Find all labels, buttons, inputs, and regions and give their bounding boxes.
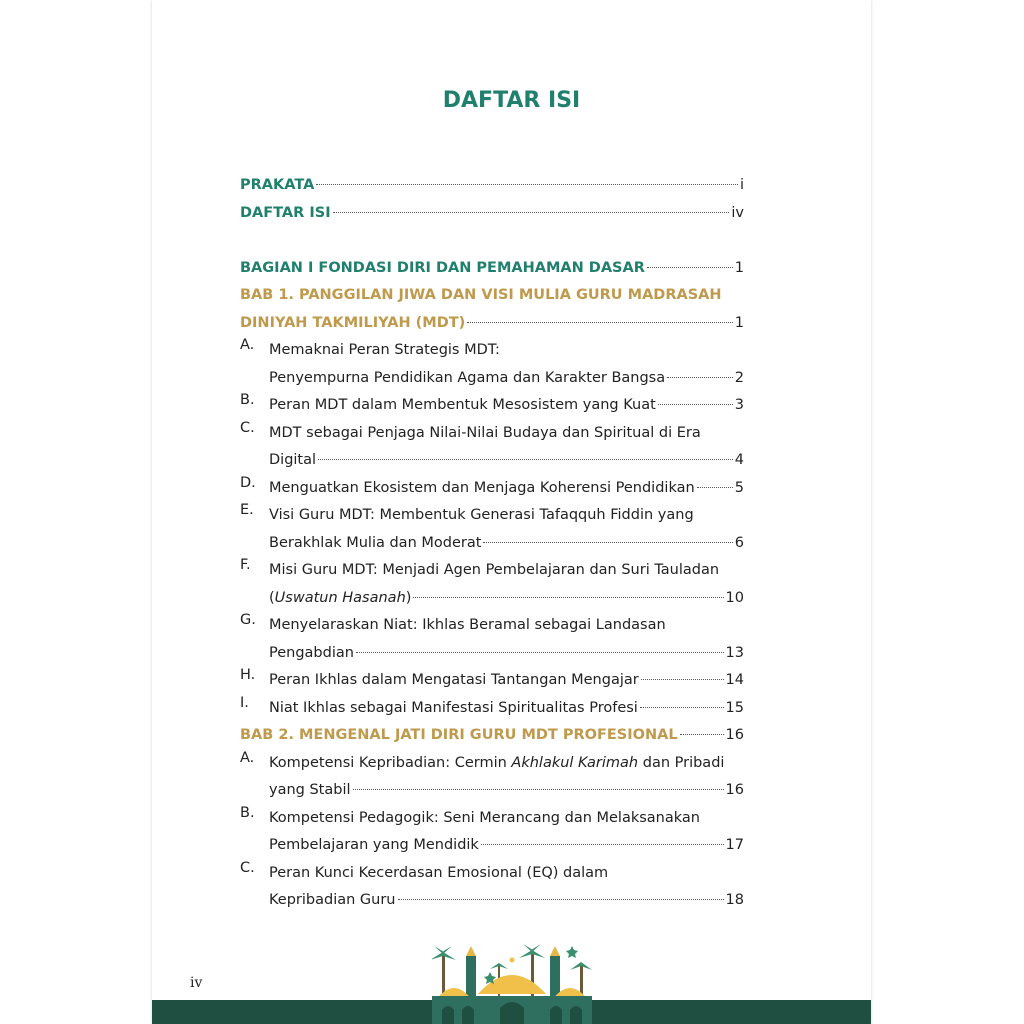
dot-leader	[316, 184, 738, 185]
toc-entry-bab1-h[interactable]: H. Peran Ikhlas dalam Mengatasi Tantangan Mengajar 14	[240, 667, 744, 688]
toc-entry-bab1-c[interactable]: C. MDT sebagai Penjaga Nilai-Nilai Budaya dan Spiritual di Era Digital 4	[240, 419, 744, 468]
toc-entry-bab2-b[interactable]: B. Kompetensi Pedagogik: Seni Merancang dan Melaksanakan Pembelajaran yang Mendidik 17	[240, 804, 744, 853]
page-number: iv	[190, 975, 203, 991]
toc-entry-bab1-i[interactable]: I. Niat Ikhlas sebagai Manifestasi Spiritualitas Profesi 15	[240, 694, 744, 716]
dot-leader	[356, 652, 724, 653]
toc-entry-bagian-1[interactable]: BAGIAN I FONDASI DIRI DAN PEMAHAMAN DASAR 1	[240, 259, 744, 276]
toc-entry-bab-1[interactable]: BAB 1. PANGGILAN JIWA DAN VISI MULIA GURU MADRASAH DINIYAH TAKMILIYAH (MDT) 1	[240, 287, 744, 331]
toc-entry-bab1-f[interactable]: F. Misi Guru MDT: Menjadi Agen Pembelajaran dan Suri Tauladan (Uswatun Hasanah) 10	[240, 557, 744, 606]
dot-leader	[333, 212, 730, 213]
dot-leader	[647, 267, 733, 268]
toc-entry-prakata[interactable]: PRAKATA i	[240, 177, 744, 193]
dot-leader	[640, 707, 724, 708]
dome-icon	[436, 958, 588, 1001]
toc-entry-bab1-e[interactable]: E. Visi Guru MDT: Membentuk Generasi Tafaqquh Fiddin yang Berakhlak Mulia dan Moderat 6	[240, 502, 744, 551]
dot-leader	[481, 844, 724, 845]
table-of-contents	[240, 172, 744, 915]
dot-leader	[398, 899, 724, 900]
toc-entry-bab2-a[interactable]: A. Kompetensi Kepribadian: Cermin Akhlakul Karimah dan Pribadi yang Stabil 16	[240, 749, 744, 798]
toc-entry-bab2-c[interactable]: C. Peran Kunci Kecerdasan Emosional (EQ) dalam Kepribadian Guru 18	[240, 859, 744, 908]
dot-leader	[353, 789, 724, 790]
dot-leader	[658, 404, 733, 405]
dot-leader	[641, 679, 724, 680]
toc-entry-daftar-isi[interactable]: DAFTAR ISI iv	[240, 204, 744, 221]
dot-leader	[680, 734, 724, 735]
dot-leader	[483, 542, 732, 543]
toc-entry-bab1-b[interactable]: B. Peran MDT dalam Membentuk Mesosistem yang Kuat 3	[240, 392, 744, 413]
toc-entry-bab1-d[interactable]: D. Menguatkan Ekosistem dan Menjaga Koherensi Pendidikan 5	[240, 474, 744, 496]
dot-leader	[413, 597, 723, 598]
dot-leader	[318, 459, 733, 460]
mosque-illustration	[432, 938, 592, 1024]
toc-entry-bab1-a[interactable]: A. Memaknai Peran Strategis MDT: Penyempurna Pendidikan Agama dan Karakter Bangsa 2	[240, 337, 744, 386]
toc-entry-bab-2[interactable]: BAB 2. MENGENAL JATI DIRI GURU MDT PROFESIONAL 16	[240, 727, 744, 743]
toc-entry-bab1-g[interactable]: G. Menyelaraskan Niat: Ikhlas Beramal sebagai Landasan Pengabdian 13	[240, 612, 744, 661]
dot-leader	[697, 487, 733, 488]
page-title: DAFTAR ISI	[442, 88, 581, 113]
dot-leader	[467, 322, 732, 323]
document-page	[152, 0, 871, 1024]
dot-leader	[667, 377, 733, 378]
